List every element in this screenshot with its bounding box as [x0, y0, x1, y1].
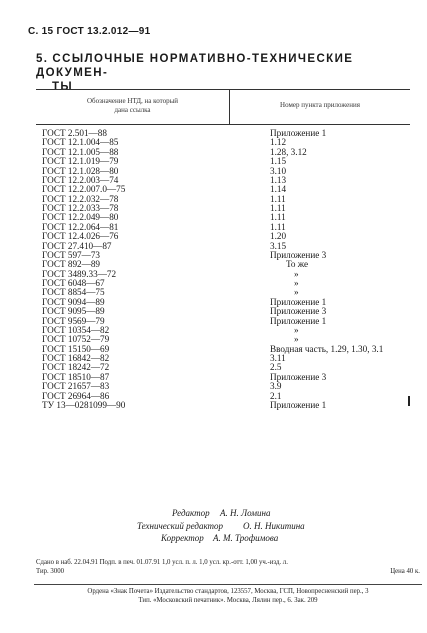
section-title-line2: ТЫ — [52, 81, 74, 93]
document-designation: ГОСТ 9569—79 — [42, 315, 105, 326]
clause-reference: 2.5 — [270, 362, 282, 373]
footer-rule — [34, 584, 422, 585]
document-designation: ГОСТ 12.1.004—85 — [42, 137, 119, 148]
document-designation: ГОСТ 21657—83 — [42, 381, 110, 392]
credit-corrector-name: А. М. Трофимова — [213, 533, 279, 543]
imprint-print-run: Тир. 3000 — [36, 567, 65, 575]
clause-reference: Приложение 3 — [270, 371, 327, 382]
document-designation: ГОСТ 27.410—87 — [42, 240, 112, 251]
credit-tech-editor-role: Технический редактор — [137, 520, 224, 531]
column-header-document-line1: Обозначение НТД, на который — [86, 97, 179, 105]
document-designation: ГОСТ 12.2.032—78 — [42, 193, 119, 204]
document-designation: ГОСТ 8854—75 — [42, 287, 105, 298]
document-designation: ГОСТ 10752—79 — [42, 334, 110, 345]
clause-reference: Приложение 1 — [270, 315, 327, 326]
clause-reference: 1.11 — [270, 221, 286, 232]
document-designation: ГОСТ 18510—87 — [42, 371, 110, 382]
imprint-line1: Сдано в наб. 22.04.91 Подп. в печ. 01.07.91 1,0 усл. п. л. 1,0 усл. кр.-отт. 1,00 уч.-изд. л. — [36, 559, 288, 566]
document-designation: ГОСТ 12.2.007.0—75 — [42, 184, 126, 195]
margin-mark — [408, 396, 410, 406]
document-designation: ГОСТ 16842—82 — [42, 353, 110, 363]
publisher-line: Ордена «Знак Почета» Издательство стандартов, 123557, Москва, ГСП, Новопресненский пер., 3 — [87, 588, 369, 595]
document-designation: ГОСТ 9094—89 — [42, 296, 105, 307]
clause-reference: 1.11 — [270, 193, 286, 204]
clause-reference: 1.15 — [270, 156, 287, 167]
document-designation: ГОСТ 597—73 — [42, 249, 101, 260]
document-designation: ТУ 13—0281099—90 — [42, 399, 126, 410]
document-designation: ГОСТ 12.2.064—81 — [42, 221, 119, 232]
clause-reference: 1.11 — [270, 212, 286, 223]
publisher-footer — [34, 584, 422, 605]
clause-reference: » — [294, 268, 299, 279]
document-designation: ГОСТ 18242—72 — [42, 362, 110, 373]
clause-reference: 1.20 — [270, 231, 287, 242]
document-designation: ГОСТ 3489.33—72 — [42, 268, 117, 279]
clause-reference: 1.28, 3.12 — [270, 146, 307, 157]
document-designation: ГОСТ 6048—67 — [42, 278, 105, 288]
clause-reference: 2.1 — [270, 390, 282, 401]
page-header: С. 15 ГОСТ 13.2.012—91 — [28, 26, 151, 37]
credits-block — [0, 507, 427, 545]
document-designation: ГОСТ 12.1.019—79 — [42, 156, 119, 167]
clause-reference: 1.13 — [270, 174, 287, 185]
column-header-document — [36, 97, 229, 115]
credit-editor-role: Редактор — [172, 508, 210, 518]
imprint-price: Цена 40 к. — [390, 567, 420, 575]
table-row — [42, 401, 422, 410]
clause-reference: Приложение 1 — [270, 128, 327, 138]
clause-reference: Приложение 3 — [270, 249, 327, 260]
credit-tech-editor — [0, 520, 427, 533]
references-table-body — [42, 129, 422, 410]
clause-reference: Приложение 1 — [270, 399, 327, 410]
credit-tech-editor-name: О. Н. Никитина — [243, 520, 305, 531]
document-designation: ГОСТ 10354—82 — [42, 324, 110, 335]
references-table-header — [36, 89, 410, 125]
document-designation: ГОСТ 15150—69 — [42, 343, 110, 354]
imprint-block — [36, 559, 420, 576]
document-designation: ГОСТ 12.2.049—80 — [42, 212, 119, 223]
document-designation: ГОСТ 892—89 — [42, 259, 101, 270]
clause-reference: То же — [286, 259, 309, 270]
document-designation: ГОСТ 12.1.028—80 — [42, 165, 119, 176]
clause-reference: 1.12 — [270, 137, 287, 148]
document-designation: ГОСТ 12.4.026—76 — [42, 231, 119, 242]
clause-reference: 3.15 — [270, 240, 287, 251]
clause-reference: » — [294, 324, 299, 335]
clause-reference: 3.9 — [270, 381, 282, 392]
column-header-document-line2: дана ссылка — [114, 106, 151, 114]
clause-reference: Приложение 1 — [270, 296, 327, 307]
document-designation: ГОСТ 12.1.005—88 — [42, 146, 119, 157]
clause-reference: » — [294, 278, 299, 288]
credit-editor-name: А. Н. Ломина — [220, 508, 271, 518]
document-designation: ГОСТ 9095—89 — [42, 306, 105, 317]
document-designation: ГОСТ 2.501—88 — [42, 128, 107, 138]
document-designation: ГОСТ 26964—86 — [42, 390, 110, 401]
credit-corrector — [0, 532, 427, 545]
clause-reference: Вводная часть, 1.29, 1.30, 3.1 — [270, 343, 384, 354]
section-title-line1: ССЫЛОЧНЫЕ НОРМАТИВНО-ТЕХНИЧЕСКИЕ ДОКУМЕН- — [36, 53, 354, 79]
section-title — [36, 52, 406, 94]
credit-editor — [0, 507, 427, 520]
column-header-clause: Номер пункта приложения — [280, 101, 360, 109]
clause-reference: Приложение 3 — [270, 306, 327, 317]
printer-line: Тип. «Московский печатник». Москва, Лялин пер., 6. Зак. 209 — [138, 596, 318, 604]
document-designation: ГОСТ 12.2.003—74 — [42, 174, 119, 185]
clause-reference: 3.10 — [270, 165, 287, 176]
document-designation: ГОСТ 12.2.033—78 — [42, 203, 119, 213]
section-number: 5. — [36, 53, 49, 65]
clause-reference: » — [294, 287, 299, 298]
clause-reference: 1.14 — [270, 184, 287, 195]
clause-reference: 3.11 — [270, 353, 286, 363]
clause-reference: » — [294, 334, 299, 345]
imprint-line2 — [36, 568, 420, 577]
clause-reference: 1.11 — [270, 203, 286, 213]
credit-corrector-role: Корректор — [161, 533, 204, 543]
